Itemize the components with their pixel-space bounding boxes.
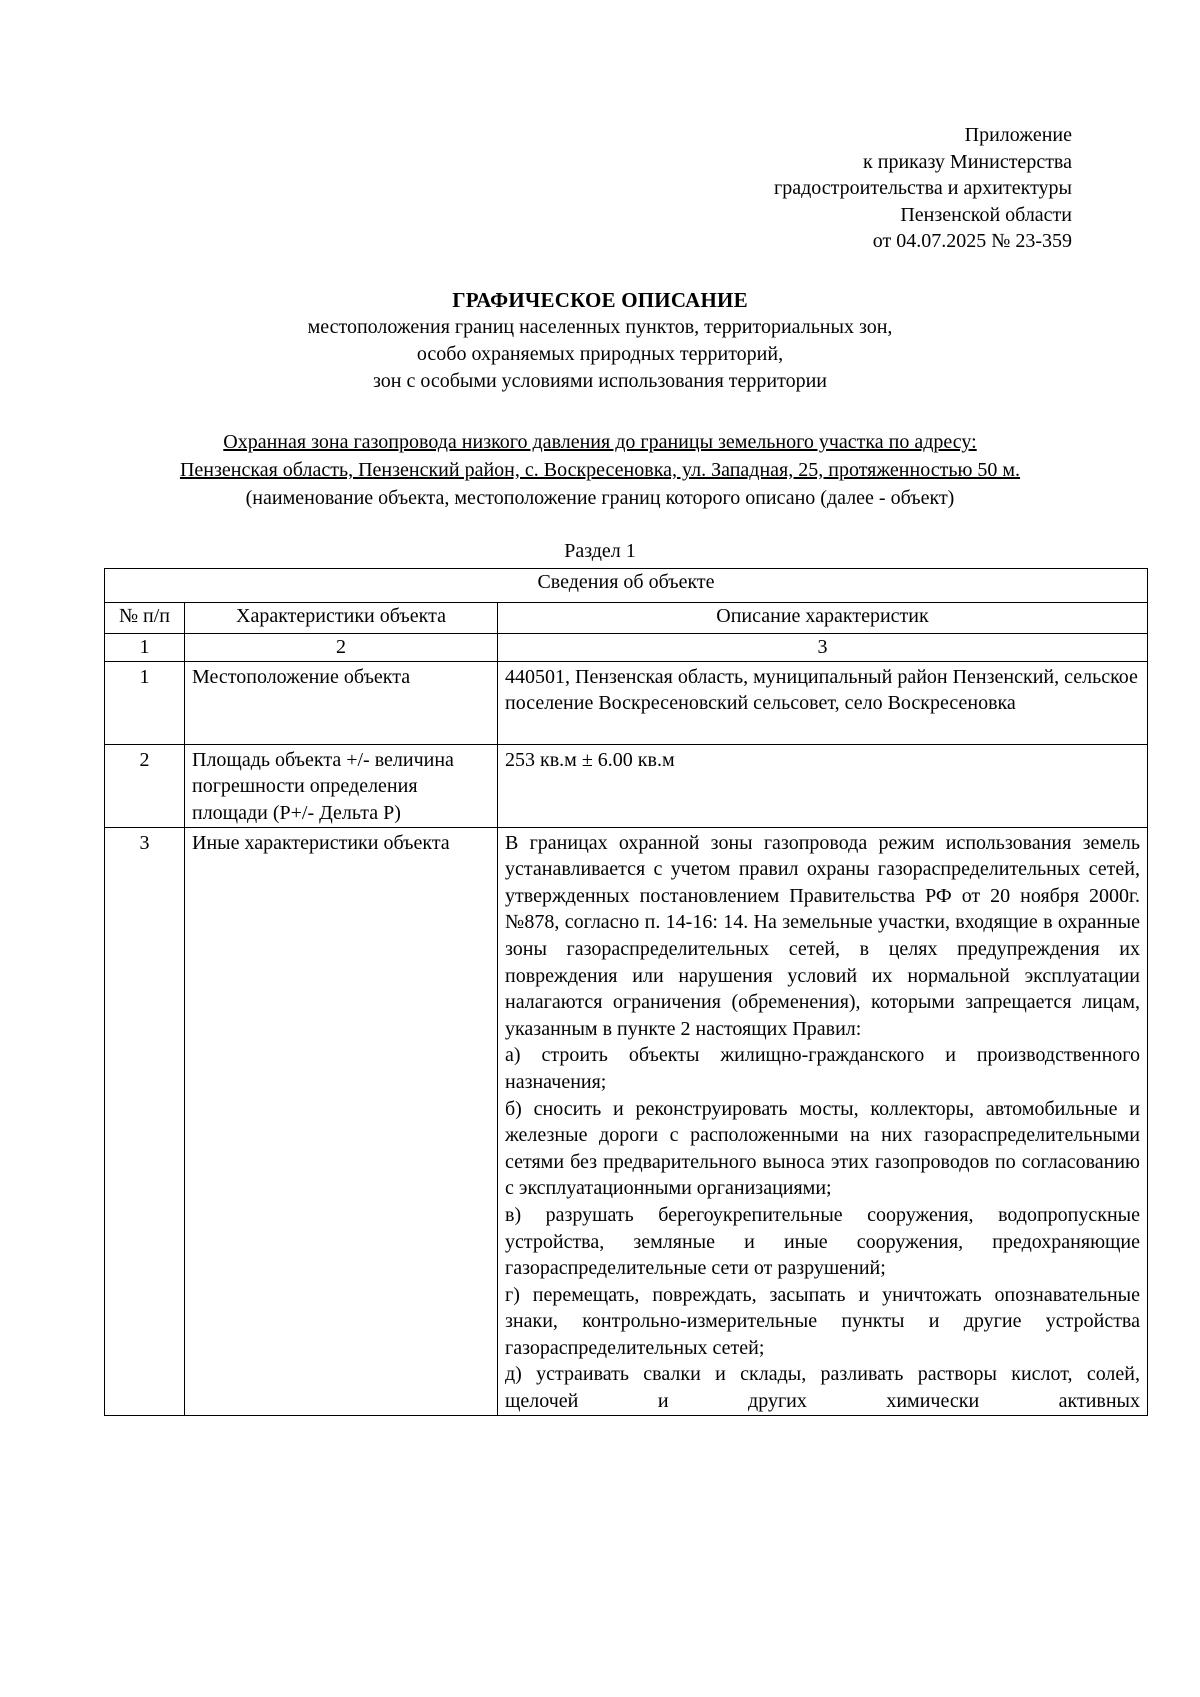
row-number: 1 [105,661,185,744]
row-description: 253 кв.м ± 6.00 кв.м [498,744,1148,827]
column-number: 3 [498,634,1148,662]
approval-line: Пензенской области [900,203,1072,226]
column-header-number: № п/п [105,603,185,634]
description-paragraph: В границах охранной зоны газопровода режим использования земель устанавливается с учетом правил охраны газораспределительных сетей, утвержденных постановлением Правительства РФ от 20 ноября 2000г. №878, согласно п. 14-16: 14. На земельные участки, входящие в охранные зоны газораспределительных сетей, в целях предупреждения их повреждения или нарушения условий их нормальной эксплуатации налагаются ограничения (обременения), которыми запрещается лицам, указанным в пункте 2 настоящих Правил: [505,831,1140,1040]
object-name-line: Охранная зона газопровода низкого давления до границы земельного участка по адресу: [223,431,977,453]
column-number: 2 [185,634,498,662]
object-name-block [90,428,1110,512]
approval-stamp [774,122,1072,255]
table-title-row [105,569,1148,603]
row-description [498,827,1148,1415]
description-paragraph: в) разрушать берегоукрепительные сооружения, водопропускные устройства, земляные и иные сооружения, предохраняющие газораспределительные сети от разрушений; [505,1203,1140,1280]
row-characteristic: Площадь объекта +/- величина погрешности определения площади (Р+/- Дельта Р) [185,744,498,827]
approval-date-number: от 04.07.2025 № 23-359 [872,230,1072,252]
row-number: 3 [105,827,185,1415]
table-header-row [105,603,1148,634]
section-label: Раздел 1 [564,540,636,562]
description-paragraph: г) перемещать, повреждать, засыпать и уничтожать опознавательные знаки, контрольно-измерительные пункты и другие устройства газораспределительных сетей; [505,1283,1140,1359]
approval-line: градостроительства и архитектуры [774,177,1072,199]
row-description: 440501, Пензенская область, муниципальный район Пензенский, сельское поселение Воскресеновский сельсовет, село Воскресеновка [498,661,1148,744]
row-characteristic: Иные характеристики объекта [185,827,498,1415]
document-subtitle-line: особо охраняемых природных территорий, [416,343,784,365]
description-paragraph: д) устраивать свалки и склады, разливать растворы кислот, солей, щелочей и других химически активных [505,1363,1140,1413]
table-row [105,661,1148,744]
table-row [105,827,1148,1415]
document-subtitle-line: зон с особыми условиями использования территории [372,370,828,392]
document-heading [90,287,1110,395]
approval-line: к приказу Министерства [863,150,1072,173]
column-header-description: Описание характеристик [498,603,1148,634]
column-number: 1 [105,634,185,662]
document-subtitle-line: местоположения границ населенных пунктов, территориальных зон, [307,316,893,338]
column-header-characteristic: Характеристики объекта [185,603,498,634]
approval-line: Приложение [964,124,1072,146]
table-title: Сведения об объекте [105,569,1148,603]
description-paragraph: б) сносить и реконструировать мосты, коллекторы, автомобильные и железные дороги с расположенными на них газораспределительными сетями без предварительного выноса этих газопроводов по согласованию с эксплуатационными организациями; [505,1097,1140,1200]
table-row [105,744,1148,827]
table-column-numbers-row [105,634,1148,662]
row-number: 2 [105,744,185,827]
document-title: ГРАФИЧЕСКОЕ ОПИСАНИЕ [452,288,748,312]
object-caption: (наименование объекта, местоположение границ которого описано (далее - объект) [245,487,955,509]
description-paragraph: а) строить объекты жилищно-гражданского и производственного назначения; [505,1044,1140,1093]
row-characteristic: Местоположение объекта [185,661,498,744]
object-location-line: Пензенская область, Пензенский район, с. Воскресеновка, ул. Западная, 25, протяженностью 50 м. [179,459,1021,481]
object-info-table [104,568,1148,1416]
